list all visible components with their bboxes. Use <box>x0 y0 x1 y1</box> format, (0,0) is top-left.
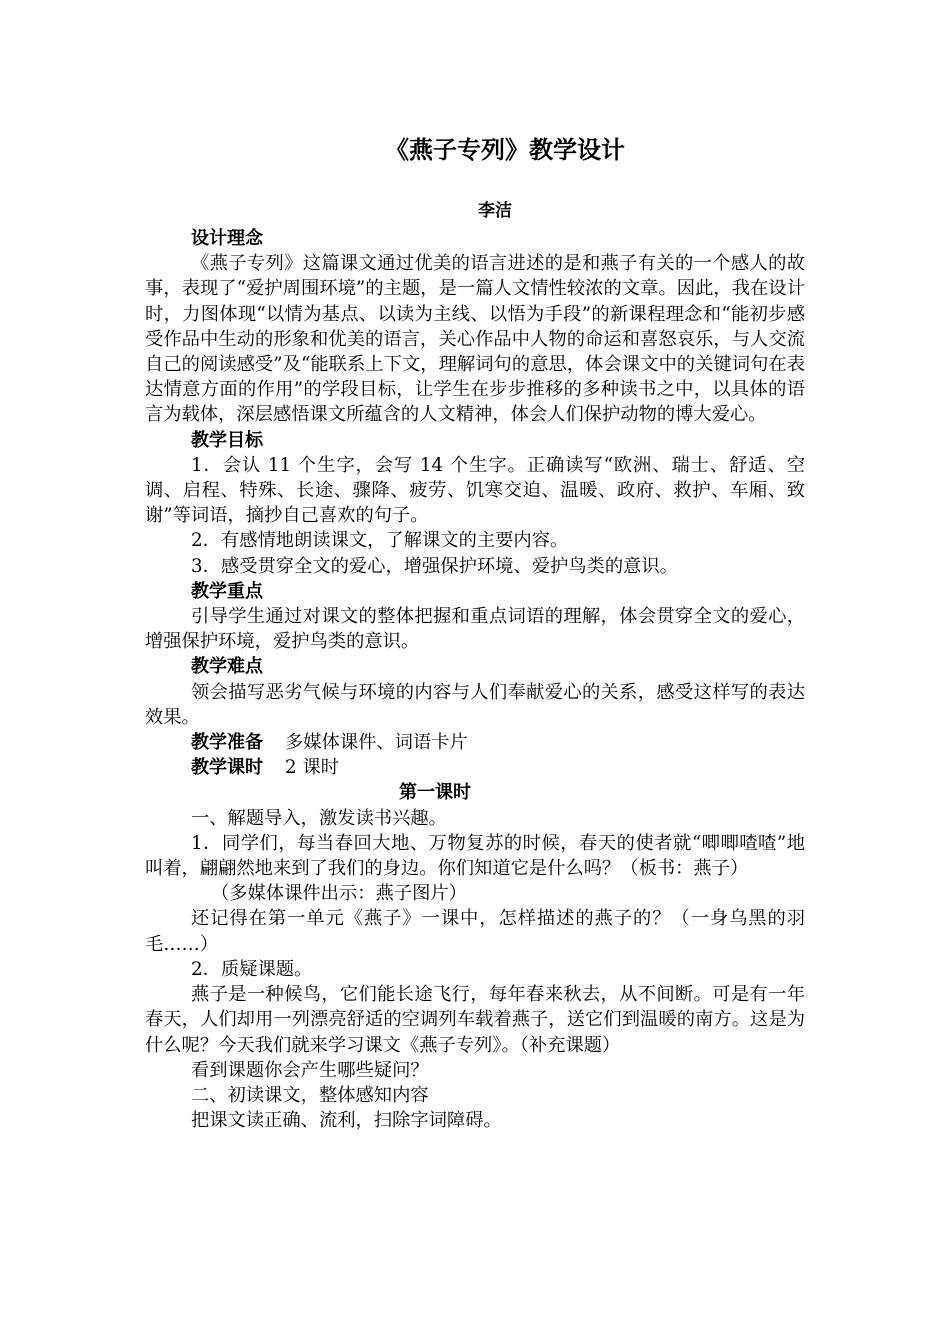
paragraph-key-points: 引导学生通过对课文的整体把握和重点词语的理解，体会贯穿全文的爱心，增强保护环境，爱护鸟类的意识。 <box>145 606 805 653</box>
teaching-preparation-label: 教学准备 <box>191 732 263 754</box>
goal-item-1: 1．会认 11 个生字，会写 14 个生字。正确读写“欧洲、瑞士、舒适、空调、启程、特殊、长途、骤降、疲劳、饥寒交迫、温暖、政府、救护、车厢、致谢”等词语，摘抄自己喜欢的句子。 <box>145 454 805 527</box>
section-heading-difficulties: 教学难点 <box>191 656 263 678</box>
author-name: 李洁 <box>478 201 512 221</box>
goal-item-3: 3．感受贯穿全文的爱心，增强保护环境、爱护鸟类的意识。 <box>191 555 678 577</box>
lesson-paragraph-7: 把课文读正确、流利，扫除字词障碍。 <box>191 1110 502 1132</box>
goal-item-2: 2．有感情地朗读课文，了解课文的主要内容。 <box>191 530 569 552</box>
lesson-paragraph-5: 燕子是一种候鸟，它们能长途飞行，每年春来秋去，从不间断。可是有一年春天，人们却用一列漂亮舒适的空调列车载着燕子，送它们到温暖的南方。这是为什么呢？今天我们就来学习课文《燕子专列》。（补充课题） <box>145 984 805 1056</box>
lesson-step-1: 一、解题导入，激发读书兴趣。 <box>191 807 447 829</box>
lesson-paragraph-1: 1．同学们，每当春回大地、万物复苏的时候，春天的使者就“唧唧喳喳”地叫着，翩翩然地来到了我们的身边。你们知道它是什么吗？（板书：燕子） <box>145 832 805 880</box>
teaching-hours <box>145 755 805 780</box>
lesson-paragraph-6: 看到课题你会产生哪些疑问？ <box>191 1059 429 1081</box>
section-heading-key-points: 教学重点 <box>191 580 263 602</box>
section-heading-teaching-goals: 教学目标 <box>191 429 263 451</box>
lesson-one-heading: 第一课时 <box>399 782 471 804</box>
section-heading-design-concept: 设计理念 <box>191 228 263 249</box>
lesson-paragraph-3: 还记得在第一单元《燕子》一课中，怎样描述的燕子的？（一身乌黑的羽毛……） <box>145 908 805 955</box>
document-title: 《燕子专列》教学设计 <box>385 136 625 164</box>
paragraph-difficulties: 领会描写恶劣气候与环境的内容与人们奉献爱心的关系，感受这样写的表达效果。 <box>145 681 805 728</box>
lesson-paragraph-2: （多媒体课件出示：燕子图片） <box>211 883 467 905</box>
teaching-hours-value: 2 课时 <box>285 757 340 779</box>
teaching-preparation <box>145 730 805 755</box>
lesson-paragraph-4: 2．质疑课题。 <box>191 958 313 980</box>
teaching-preparation-value: 多媒体课件、词语卡片 <box>285 732 468 754</box>
lesson-step-2: 二、初读课文，整体感知内容 <box>191 1084 429 1106</box>
document-body <box>145 226 805 1133</box>
teaching-hours-label: 教学课时 <box>191 757 263 779</box>
paragraph-design-concept: 《燕子专列》这篇课文通过优美的语言进述的是和燕子有关的一个感人的故事，表现了“爱护周围环境”的主题，是一篇人文情性较浓的文章。因此，我在设计时，力图体现“以情为基点、以读为主线、以悟为手段”的新课程理念和“能初步感受作品中生动的形象和优美的语言，关心作品中人物的命运和喜怒哀乐，与人交流自己的阅读感受”及“能联系上下文，理解词句的意思，体会课文中的关键词句在表达情意方面的作用”的学段目标，让学生在步步推移的多种读书之中，以具体的语言为载体，深层感悟课文所蕴含的人文精神，体会人们保护动物的博大爱心。 <box>145 253 805 426</box>
